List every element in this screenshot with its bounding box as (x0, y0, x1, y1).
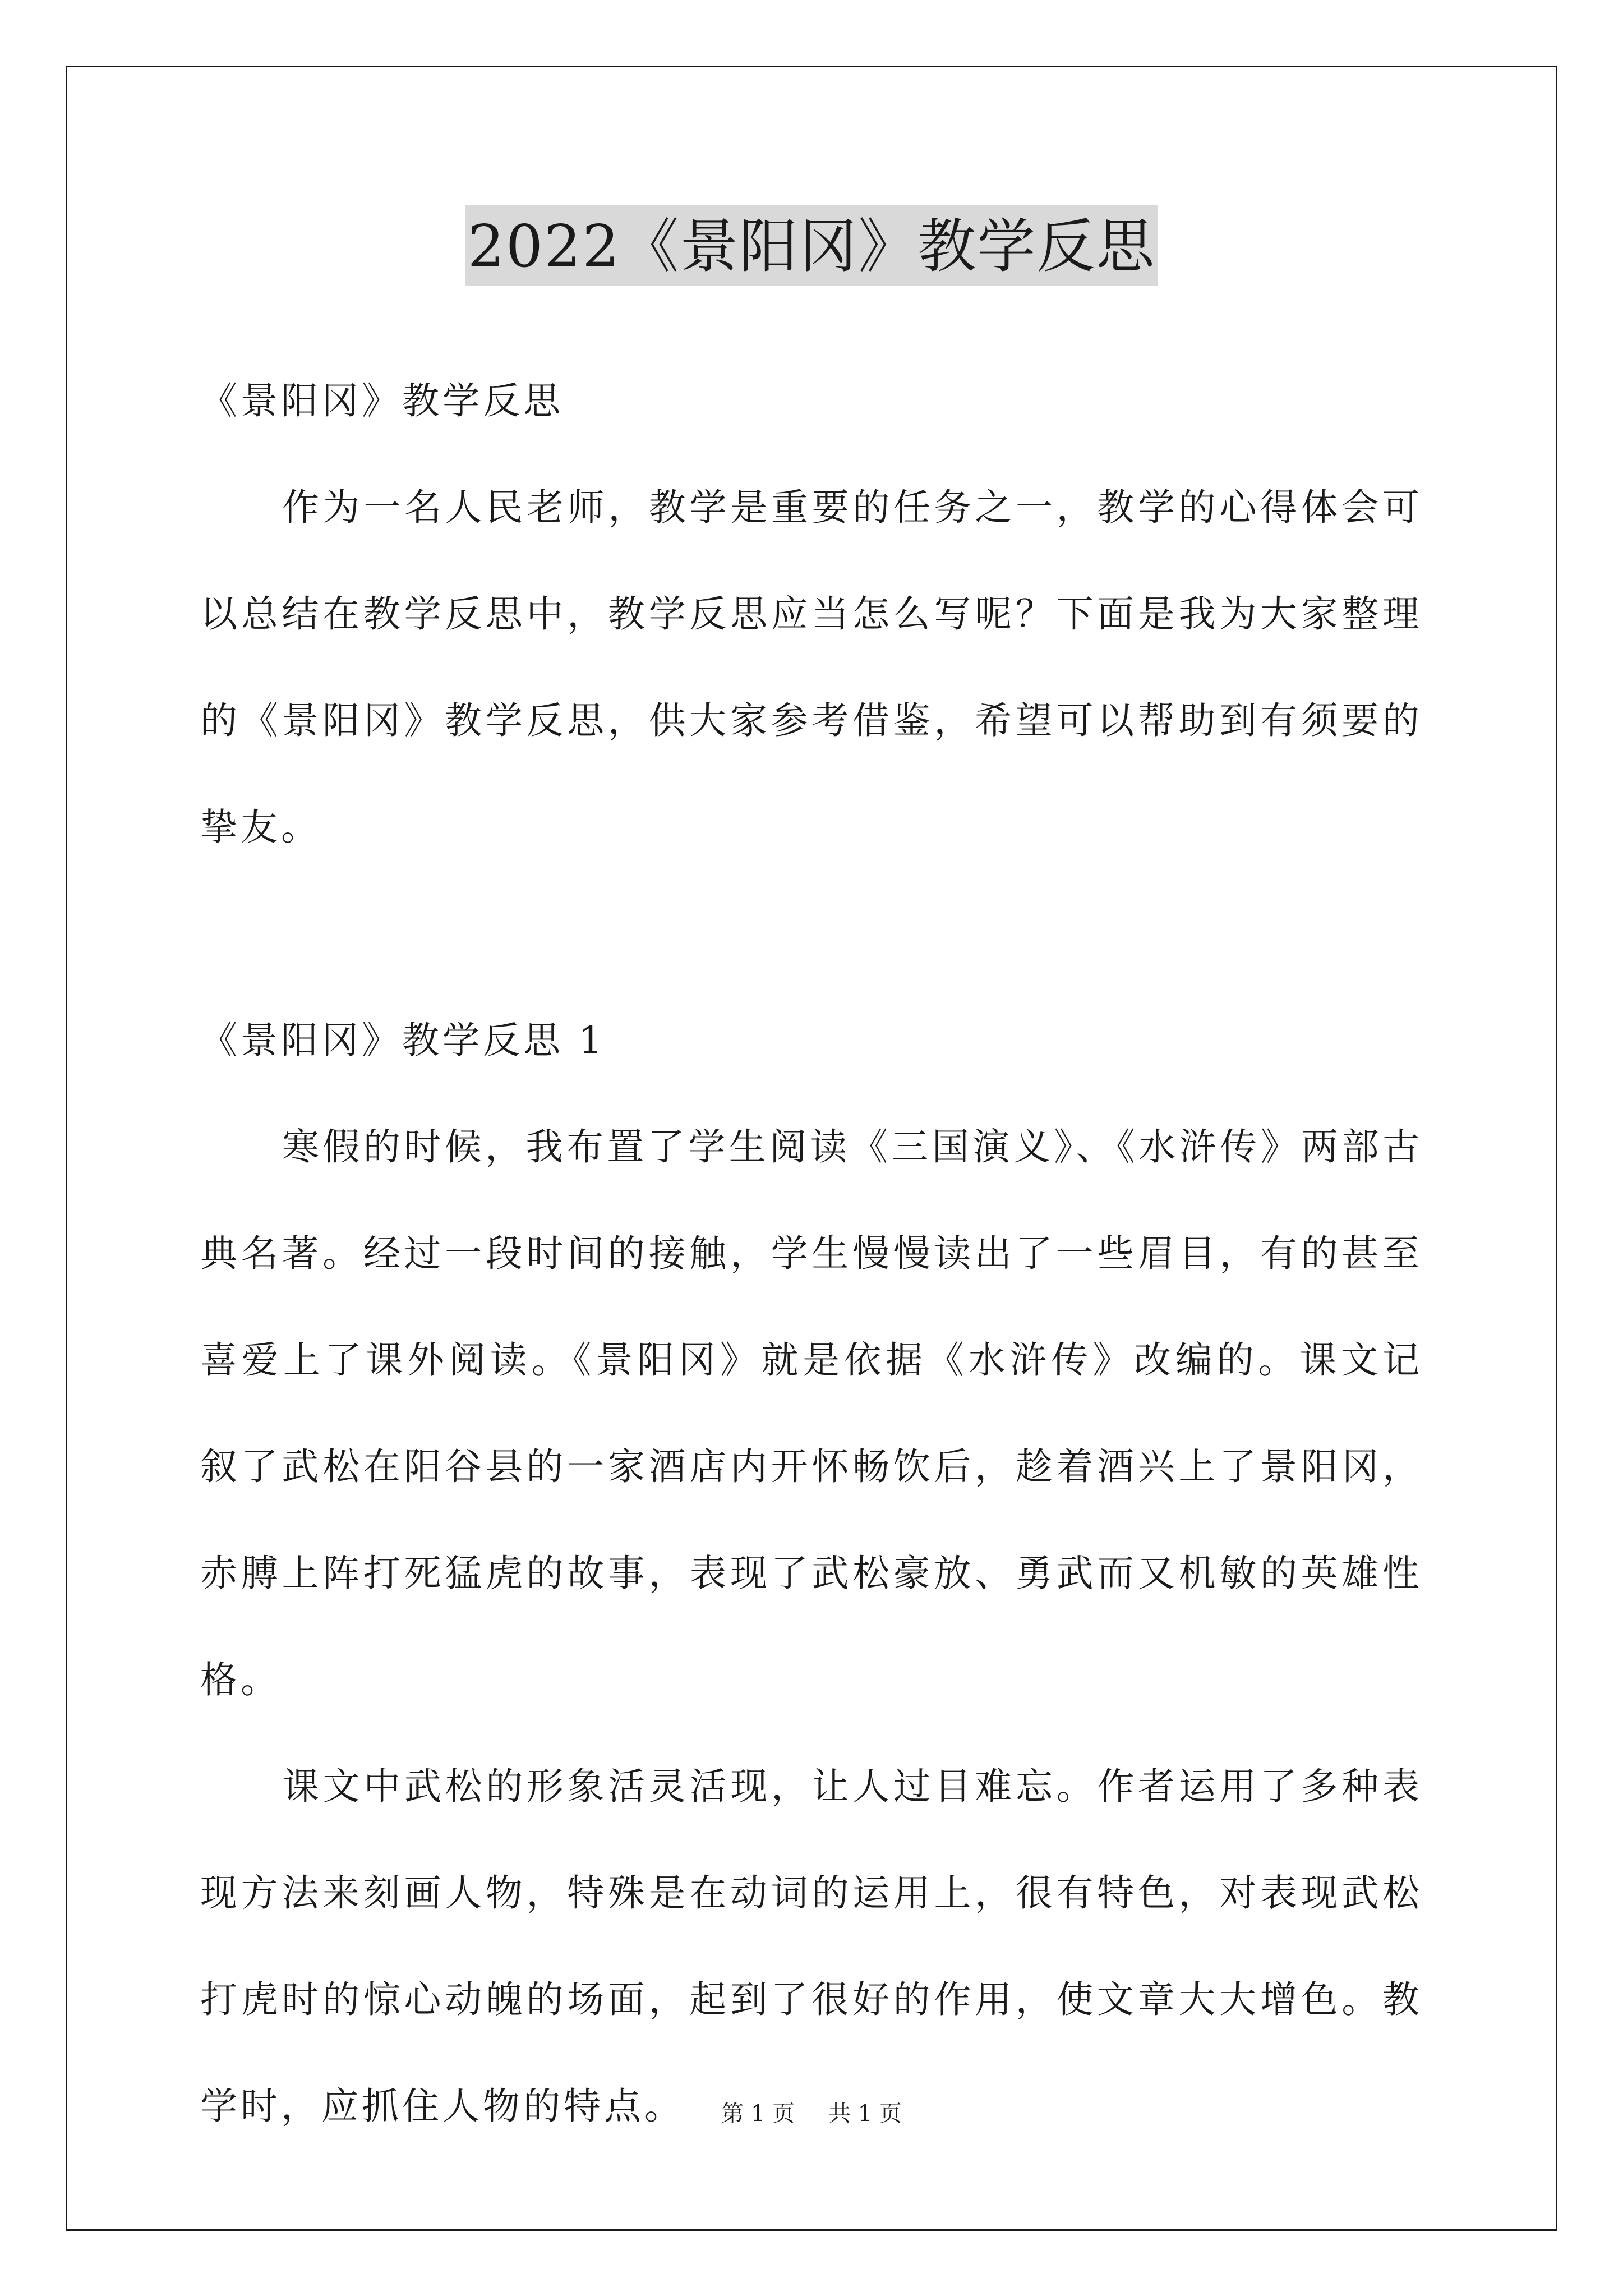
paragraph: 课文中武松的形象活灵活现，让人过目难忘。作者运用了多种表现方法来刻画人物，特殊是在动词的运用上，很有特色，对表现武松打虎时的惊心动魄的场面，起到了很好的作用，使文章大大增色。教学时，应抓住人物的特点。 (200, 1765, 1423, 2128)
page-number: 第 1 页 (721, 2101, 795, 2127)
section-spacer (200, 881, 1423, 987)
page-total: 共 1 页 (828, 2101, 902, 2127)
page-footer (0, 2097, 1623, 2131)
document-body (200, 348, 1423, 2160)
section-heading: 《景阳冈》教学反思 1 (200, 1019, 606, 1062)
title-container (0, 205, 1623, 286)
paragraph: 作为一名人民老师，教学是重要的任务之一，教学的心得体会可以总结在教学反思中，教学反思应当怎么写呢？下面是我为大家整理的《景阳冈》教学反思，供大家参考借鉴，希望可以帮助到有须要的挚友。 (200, 486, 1423, 849)
document-title: 2022《景阳冈》教学反思 (465, 205, 1158, 286)
section-heading: 《景阳冈》教学反思 (200, 379, 564, 422)
paragraph: 寒假的时候，我布置了学生阅读《三国演义》、《水浒传》两部古典名著。经过一段时间的接触，学生慢慢读出了一些眉目，有的甚至喜爱上了课外阅读。《景阳冈》就是依据《水浒传》改编的。课文记叙了武松在阳谷县的一家酒店内开怀畅饮后，趁着酒兴上了景阳冈，赤膊上阵打死猛虎的故事，表现了武松豪放、勇武而又机敏的英雄性格。 (200, 1125, 1423, 1701)
